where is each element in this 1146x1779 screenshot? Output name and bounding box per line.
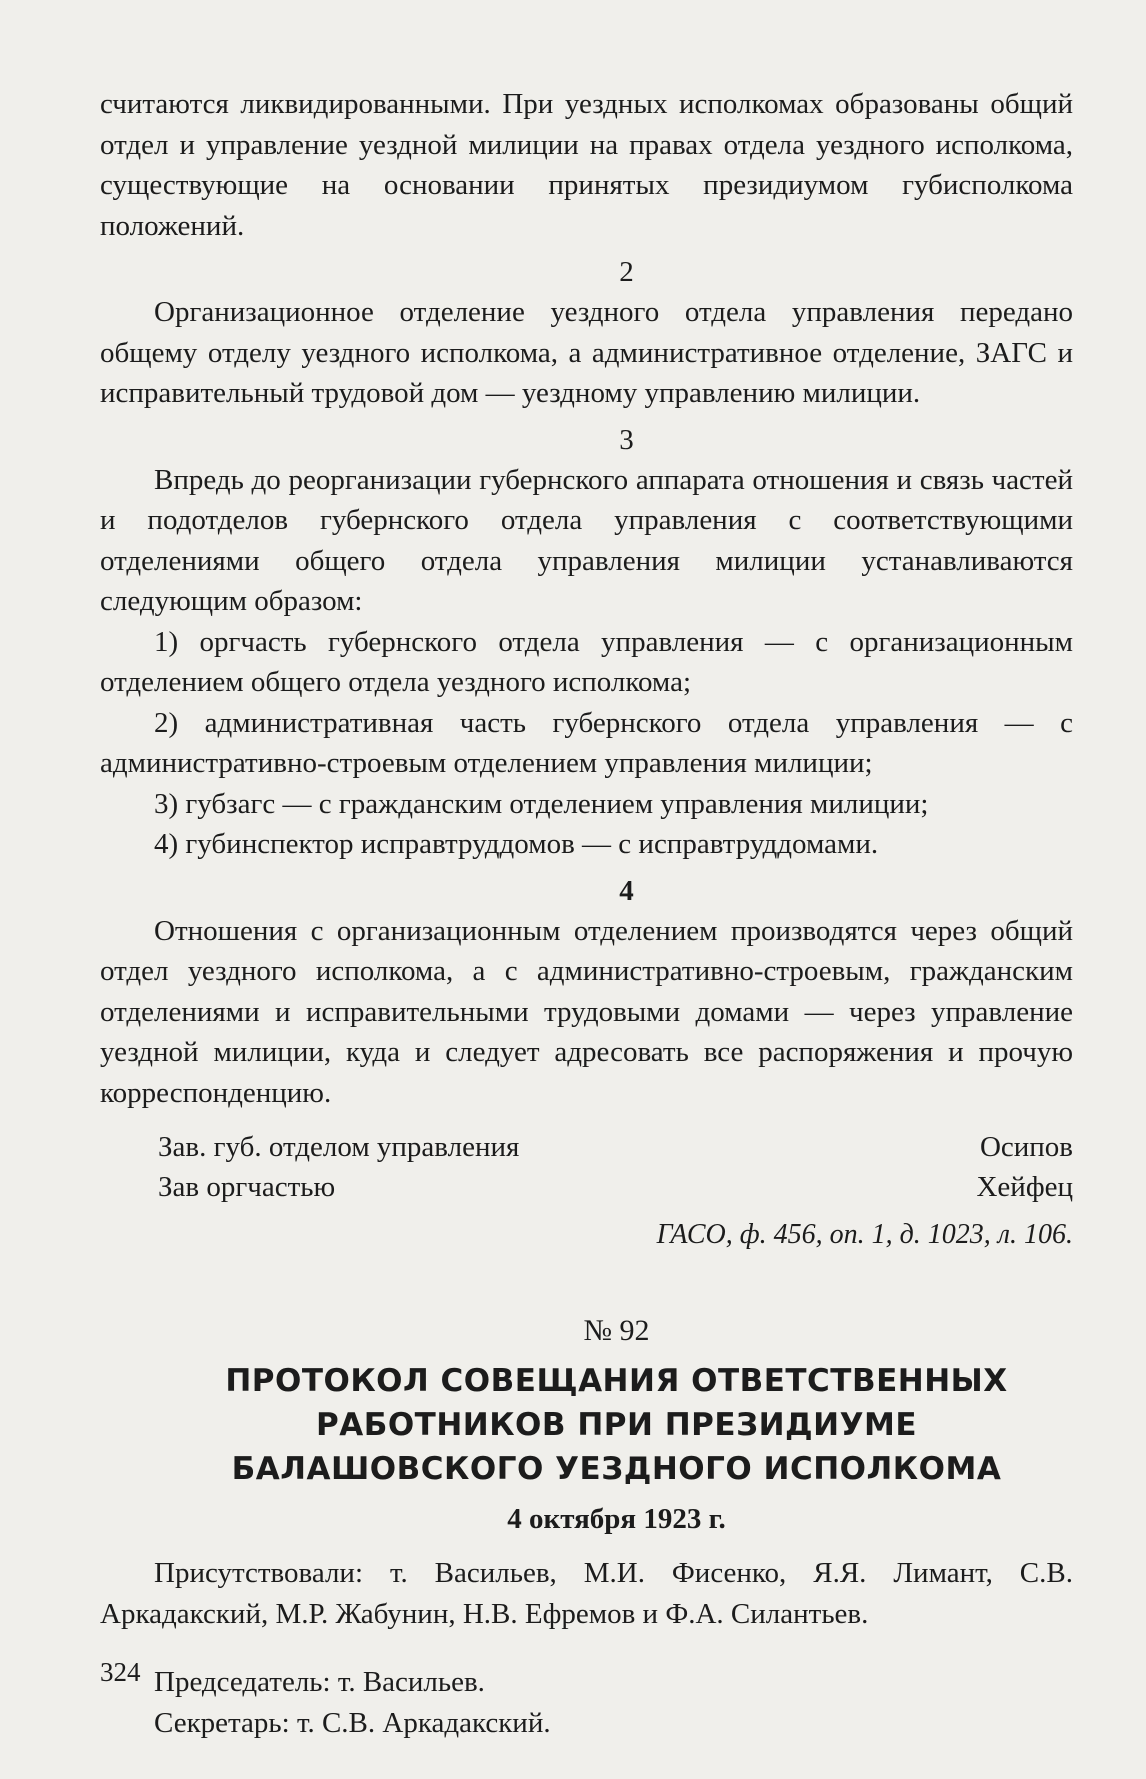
section-3-text: Впредь до реорганизации губернского аппарата отношения и связь частей и подотделов губернского отдела управления с соответствующими отделениями общего отдела управления милиции устанавливаются следующим образом: [100, 463, 1073, 617]
document-number: № 92 [583, 1314, 650, 1347]
archive-reference: ГАСО, ф. 456, оп. 1, д. 1023, л. 106. [656, 1219, 1073, 1250]
document-title-line-1: ПРОТОКОЛ СОВЕЩАНИЯ ОТВЕТСТВЕННЫХ [225, 1363, 1008, 1399]
document-title-line-2: РАБОТНИКОВ ПРИ ПРЕЗИДИУМЕ [315, 1407, 918, 1443]
secretary-line: Секретарь: т. С.В. Аркадакский. [154, 1706, 551, 1739]
document-date: 4 октября 1923 г. [507, 1503, 726, 1535]
intro-paragraph: считаются ликвидированными. При уездных исполкомах образованы общий отдел и управление уездной милиции на правах отдела уездного исполкома, существующие на основании принятых президиумом губисполкома положений. [100, 88, 1073, 242]
signature-position-2: Зав оргчастью [158, 1171, 336, 1203]
signature-row-1 [100, 1127, 1073, 1167]
section-2-text: Организационное отделение уездного отдела управления передано общему отделу уездного исполкома, а административное отделение, ЗАГС и исправительный трудовой дом — уездному управлению милиции. [100, 296, 1073, 409]
document-title-line-3: БАЛАШОВСКОГО УЕЗДНОГО ИСПОЛКОМА [231, 1451, 1002, 1487]
section-4-number: 4 [619, 874, 634, 907]
section-3-item-4: 4) губинспектор исправтруддомов — с исправтруддомами. [154, 828, 879, 860]
section-3-item-1: 1) оргчасть губернского отдела управления — с организационным отделением общего отдела уездного исполкома; [100, 625, 1073, 698]
section-3-item-2: 2) административная часть губернского отдела управления — с административно-строевым отделением управления милиции; [100, 706, 1073, 779]
attendees-paragraph: Присутствовали: т. Васильев, М.И. Фисенко, Я.Я. Лимант, С.В. Аркадакский, М.Р. Жабунин, Н.В. Ефремов и Ф.А. Силантьев. [100, 1557, 1073, 1630]
chairman-line: Председатель: т. Васильев. [154, 1666, 485, 1698]
signature-row-2 [100, 1167, 1073, 1207]
section-4-text: Отношения с организационным отделением производятся через общий отдел уездного исполкома, а с административно-строевым, гражданским отделениями и исправительными трудовыми домами — через управление уездной милиции, куда и следует адресовать все распоряжения и прочую корреспонденцию. [100, 914, 1073, 1109]
section-3-number: 3 [619, 423, 634, 456]
signature-name-2: Хейфец [976, 1171, 1073, 1203]
section-3-item-3: 3) губзагс — с гражданским отделением управления милиции; [154, 787, 929, 820]
text-column [100, 84, 1073, 1743]
signature-position-1: Зав. губ. отделом управления [158, 1131, 520, 1163]
signature-name-1: Осипов [979, 1131, 1073, 1163]
document-title [100, 1359, 1073, 1491]
section-2-number: 2 [619, 256, 634, 288]
page-number: 324 [100, 1657, 141, 1687]
